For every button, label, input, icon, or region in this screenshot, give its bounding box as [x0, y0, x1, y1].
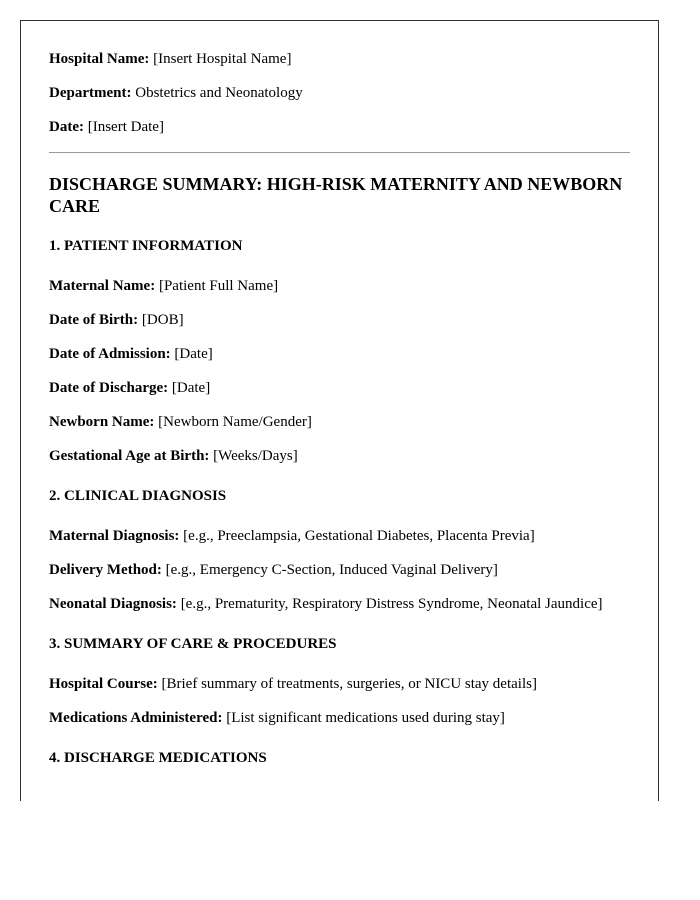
- field-value: [e.g., Preeclampsia, Gestational Diabetes, Placenta Previa]: [183, 528, 535, 544]
- field-row: [49, 447, 630, 465]
- field-label: Hospital Course:: [49, 676, 158, 692]
- field-value: [Date]: [174, 346, 213, 362]
- field-label: Gestational Age at Birth:: [49, 448, 210, 464]
- field-label: Neonatal Diagnosis:: [49, 596, 177, 612]
- field-label: Date of Admission:: [49, 346, 171, 362]
- field-row: [49, 311, 630, 329]
- sections: [49, 237, 630, 767]
- section-heading: 3. SUMMARY OF CARE & PROCEDURES: [49, 636, 337, 652]
- section-heading: 4. DISCHARGE MEDICATIONS: [49, 750, 267, 766]
- field-row: [49, 527, 630, 545]
- field-label: Date of Birth:: [49, 312, 139, 328]
- department-field: Department: Obstetrics and Neonatology: [49, 85, 303, 101]
- field-row: [49, 561, 630, 579]
- document-title: DISCHARGE SUMMARY: HIGH-RISK MATERNITY AND NEWBORN CARE: [49, 174, 623, 216]
- field-value: [List significant medications used during stay]: [226, 710, 505, 726]
- field-value: [e.g., Prematurity, Respiratory Distress Syndrome, Neonatal Jaundice]: [180, 596, 603, 612]
- field-value: [Date]: [171, 380, 211, 396]
- section-heading: 1. PATIENT INFORMATION: [49, 238, 243, 254]
- field-row: [49, 709, 630, 727]
- field-row: [49, 595, 630, 613]
- hospital-name-field: Hospital Name: [Insert Hospital Name]: [49, 51, 292, 67]
- department-value: Obstetrics and Neonatology: [135, 85, 303, 101]
- field-label: Newborn Name:: [49, 414, 155, 430]
- date-field: Date: [Insert Date]: [49, 119, 164, 135]
- field-label: Date of Discharge:: [49, 380, 169, 396]
- field-label: Maternal Name:: [49, 278, 156, 294]
- field-row: [49, 413, 630, 431]
- field-label: Medications Administered:: [49, 710, 223, 726]
- divider: [49, 152, 630, 153]
- field-row: [49, 379, 630, 397]
- date-value: [Insert Date]: [87, 119, 164, 135]
- document-page: [20, 20, 659, 801]
- field-label: Delivery Method:: [49, 562, 162, 578]
- field-value: [Brief summary of treatments, surgeries, or NICU stay details]: [161, 676, 537, 692]
- section-heading: 2. CLINICAL DIAGNOSIS: [49, 488, 227, 504]
- field-row: [49, 277, 630, 295]
- field-value: [Newborn Name/Gender]: [158, 414, 312, 430]
- field-row: [49, 675, 630, 693]
- field-value: [DOB]: [141, 312, 184, 328]
- field-value: [e.g., Emergency C-Section, Induced Vaginal Delivery]: [165, 562, 498, 578]
- field-value: [Weeks/Days]: [213, 448, 298, 464]
- field-label: Maternal Diagnosis:: [49, 528, 180, 544]
- field-row: [49, 345, 630, 363]
- field-value: [Patient Full Name]: [158, 278, 279, 294]
- hospital-name-value: [Insert Hospital Name]: [153, 51, 292, 67]
